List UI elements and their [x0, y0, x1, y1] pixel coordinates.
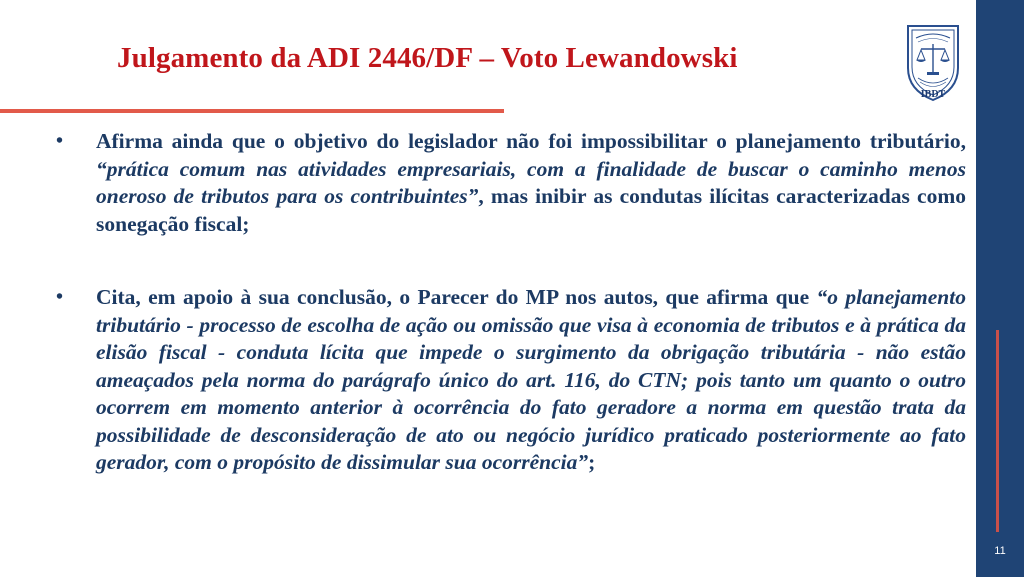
bullet-text-end: ;	[588, 450, 596, 474]
bullet-text-end: , mas inibir as condutas ilícitas caracterizadas como sonegação fiscal;	[96, 184, 966, 236]
bullet-quote: “prática comum nas atividades empresariais, com a finalidade de buscar o caminho menos oneroso de tributos para os contribuintes”	[96, 156, 966, 208]
logo-label: IBDT	[920, 89, 946, 100]
bullet-quote: “o planejamento tributário - processo de escolha de ação ou omissão que visa à economia de tributos e à prática da elisão fiscal - conduta lícita que impede o surgimento da obrigação tributária - não estão ameaçados pela norma do parágrafo único do art. 116, do CTN; pois tanto um quanto o outro ocorrem em momento anterior à ocorrência do fato geradore a norma em questão trata da possibilidade de desconsideração de ato ou negócio jurídico praticado posteriormente ao fato gerador, com o propósito de dissimular sua ocorrência”	[96, 285, 966, 474]
bullet-marker: •	[56, 286, 64, 308]
page-number: 11	[994, 545, 1006, 557]
bullet-item	[56, 128, 966, 238]
bullet-marker: •	[56, 130, 64, 152]
bullet-list	[56, 128, 966, 477]
title-underline	[0, 109, 504, 113]
slide-title: Julgamento da ADI 2446/DF – Voto Lewandowski	[117, 42, 738, 74]
right-sidebar-bar	[976, 0, 1024, 577]
bullet-item	[56, 284, 966, 477]
bullet-text: Cita, em apoio à sua conclusão, o Parecer do MP nos autos, que afirma que	[96, 285, 817, 309]
bullet-text: Afirma ainda que o objetivo do legislador não foi impossibilitar o planejamento tributário,	[96, 129, 966, 153]
sidebar-accent-line	[996, 330, 999, 532]
